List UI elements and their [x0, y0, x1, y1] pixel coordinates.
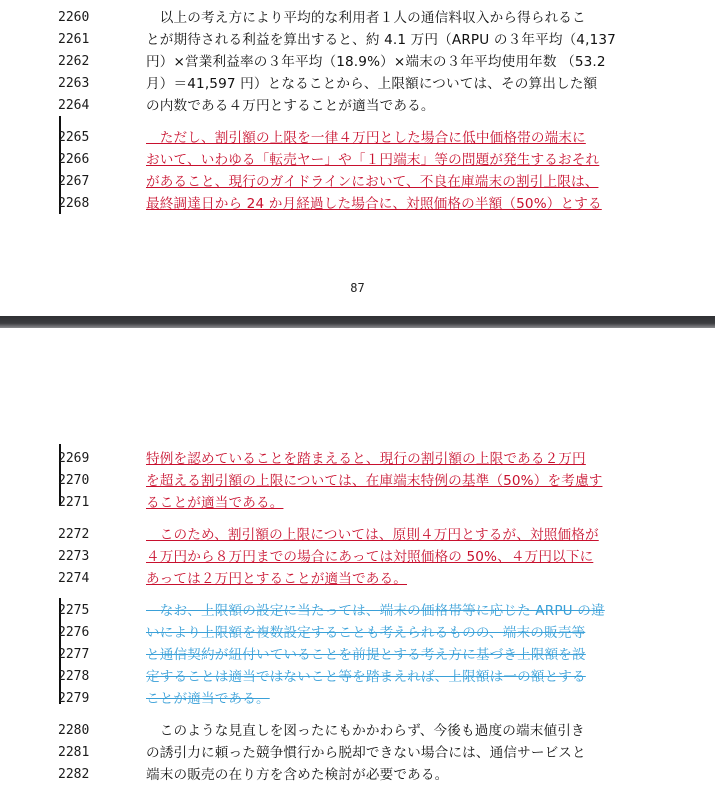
line-number: 2278 — [58, 669, 90, 684]
text-line: 月）＝41,597 円）となることから、上限額については、その算出した額 — [146, 76, 598, 92]
text-line: の内数である４万円とすることが適当である。 — [146, 98, 435, 114]
line-number: 2268 — [58, 196, 90, 211]
inserted-text-line: を超える割引額の上限については、在庫端末特例の基準（50%）を考慮す — [146, 473, 603, 489]
line-number: 2280 — [58, 723, 90, 738]
line-number: 2275 — [58, 603, 90, 618]
deleted-text-line: と通信契約が紐付いていることを前提とする考え方に基づき上限額を設 — [146, 647, 586, 663]
inserted-text-line: ４万円から８万円までの場合にあっては対照価格の 50%、４万円以下に — [146, 549, 594, 565]
deleted-text-line: ことが適当である。 — [146, 691, 270, 707]
text-line: 端末の販売の在り方を含めた検討が必要である。 — [146, 767, 449, 783]
inserted-text-line: このため、割引額の上限については、原則４万円とするが、対照価格が — [146, 527, 599, 543]
line-number: 2266 — [58, 152, 90, 167]
deleted-text-line: なお、上限額の設定に当たっては、端末の価格帯等に応じた ARPU の違 — [146, 603, 605, 619]
inserted-text-line: 特例を認めていることを踏まえると、現行の割引額の上限である２万円 — [146, 451, 586, 467]
text-line: 以上の考え方により平均的な利用者１人の通信料収入から得られるこ — [146, 10, 586, 26]
text-line: の誘引力に頼った競争慣行から脱却できない場合には、通信サービスと — [146, 745, 586, 761]
text-line: このような見直しを図ったにもかかわらず、今後も過度の端末値引き — [146, 723, 585, 739]
line-number: 2269 — [58, 451, 90, 466]
inserted-text-line: 最終調達日から 24 か月経過した場合に、対照価格の半額（50%）とする — [146, 196, 602, 212]
line-number: 2264 — [58, 98, 90, 113]
deleted-text-line: 定することは適当ではないこと等を踏まえれば、上限額は一の額とする — [146, 669, 586, 685]
line-number: 2273 — [58, 549, 90, 564]
document-page-88 — [0, 328, 715, 788]
text-line: とが期待される利益を算出すると、約 4.1 万円（ARPU の３年平均（4,137 — [146, 32, 616, 48]
page-number: 87 — [350, 281, 365, 295]
line-number: 2281 — [58, 745, 90, 760]
line-number: 2272 — [58, 527, 90, 542]
inserted-text-line: あっては２万円とすることが適当である。 — [146, 571, 407, 587]
text-line: 円）×営業利益率の３年平均（18.9%）×端末の３年平均使用年数 （53.2 — [146, 54, 606, 70]
line-number: 2265 — [58, 130, 90, 145]
line-number: 2261 — [58, 32, 90, 47]
deleted-text-line: いにより上限額を複数設定することも考えられるものの、端末の販売等 — [146, 625, 586, 641]
line-number: 2267 — [58, 174, 90, 189]
inserted-text-line: ることが適当である。 — [146, 495, 284, 511]
line-number: 2277 — [58, 647, 90, 662]
line-number: 2260 — [58, 10, 90, 25]
line-number: 2276 — [58, 625, 90, 640]
page-divider — [0, 316, 715, 328]
inserted-text-line: おいて、いわゆる「転売ヤー」や「１円端末」等の問題が発生するおそれ — [146, 152, 600, 168]
document-page-87 — [0, 0, 715, 316]
line-number: 2263 — [58, 76, 90, 91]
inserted-text-line: ただし、割引額の上限を一律４万円とした場合に低中価格帯の端末に — [146, 130, 586, 146]
line-number: 2262 — [58, 54, 90, 69]
inserted-text-line: があること、現行のガイドラインにおいて、不良在庫端末の割引上限は、 — [146, 174, 599, 190]
line-number: 2279 — [58, 691, 90, 706]
line-number: 2282 — [58, 767, 90, 782]
line-number: 2271 — [58, 495, 90, 510]
line-number: 2274 — [58, 571, 90, 586]
line-number: 2270 — [58, 473, 90, 488]
